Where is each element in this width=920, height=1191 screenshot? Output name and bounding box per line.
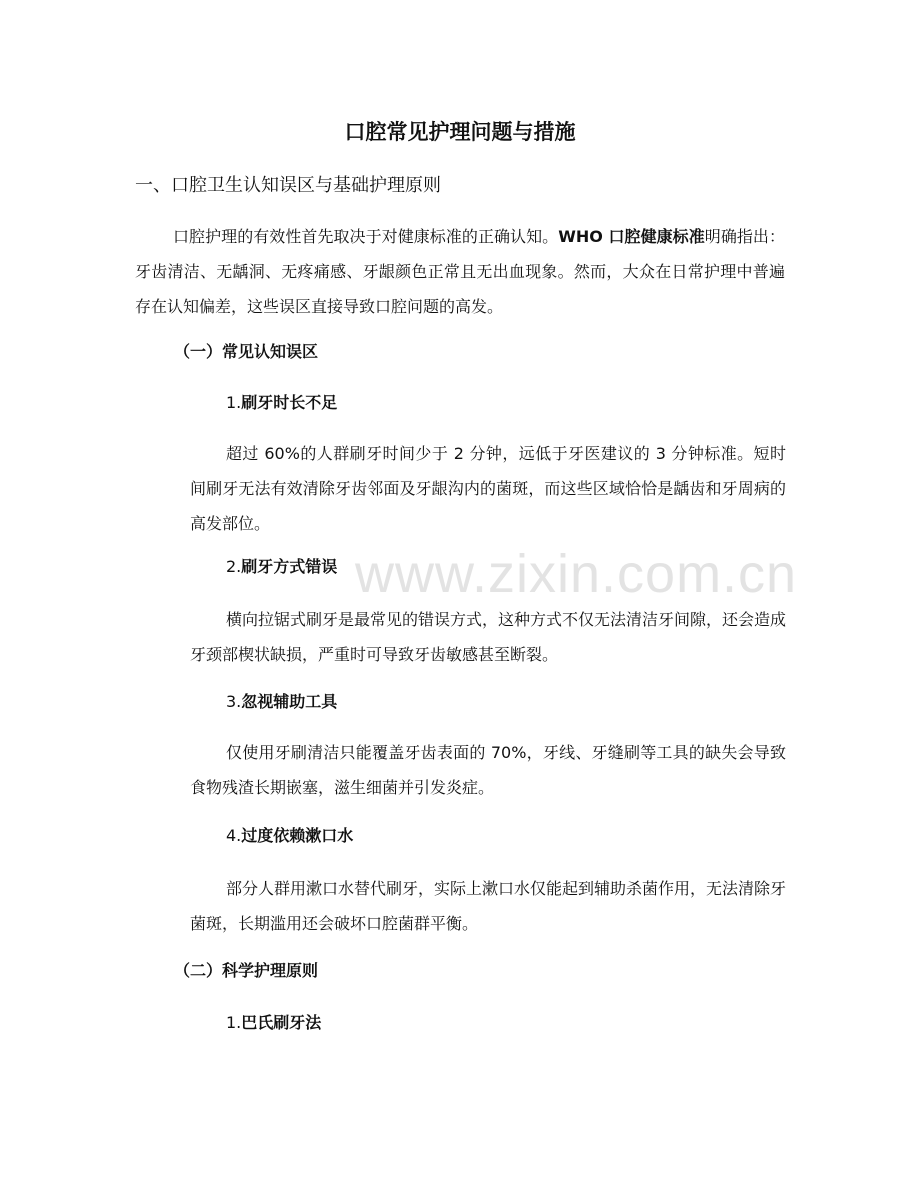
item-number: 1. — [226, 393, 242, 412]
item-heading — [226, 1009, 321, 1037]
item-title: 忽视辅助工具 — [241, 692, 338, 711]
item-title: 刷牙时长不足 — [241, 393, 338, 412]
section-heading: 一、口腔卫生认知误区与基础护理原则 — [135, 175, 441, 196]
item-title: 过度依赖漱口水 — [241, 826, 354, 845]
item-number: 3. — [226, 692, 242, 711]
item-paragraph: 横向拉锯式刷牙是最常见的错误方式，这种方式不仅无法清洁牙间隙，还会造成牙颈部楔状缺损，严重时可导致牙齿敏感甚至断裂。 — [190, 610, 787, 664]
item-paragraph: 仅使用牙刷清洁只能覆盖牙齿表面的 70%，牙线、牙缝刷等工具的缺失会导致食物残渣长期嵌塞，滋生细菌并引发炎症。 — [190, 743, 786, 797]
subsection-heading-misconceptions: （一）常见认知误区 — [174, 342, 319, 361]
item-paragraph: 超过 60%的人群刷牙时间少于 2 分钟，远低于牙医建议的 3 分钟标准。短时间刷牙无法有效清除牙齿邻面及牙龈沟内的菌斑，而这些区域恰恰是龋齿和牙周病的高发部位。 — [190, 444, 786, 533]
item-number: 2. — [226, 557, 242, 576]
intro-paragraph — [135, 219, 785, 324]
item-heading — [226, 688, 337, 716]
intro-text-continued: 明确指出：牙齿清洁、无龋洞、无疼痛感、牙龈颜色正常且无出血现象。然而，大众在日常护理中普遍存在认知偏差，这些误区直接导致口腔问题的高发。 — [135, 227, 785, 316]
subsection-heading-principles: （二）科学护理原则 — [174, 961, 319, 980]
item-paragraph: 部分人群用漱口水替代刷牙，实际上漱口水仅能起到辅助杀菌作用，无法清除牙菌斑，长期滥用还会破坏口腔菌群平衡。 — [190, 879, 787, 933]
intro-bold-term: WHO 口腔健康标准 — [558, 227, 705, 246]
item-heading — [226, 389, 337, 417]
intro-text: 口腔护理的有效性首先取决于对健康标准的正确认知。 — [173, 227, 559, 246]
item-title: 刷牙方式错误 — [241, 557, 338, 576]
item-number: 4. — [226, 826, 242, 845]
item-title: 巴氏刷牙法 — [241, 1013, 322, 1032]
document-title: 口腔常见护理问题与措施 — [344, 120, 576, 144]
item-number: 1. — [226, 1013, 242, 1032]
item-heading — [226, 553, 337, 581]
watermark: www.zixin.com.cn — [355, 544, 798, 604]
item-heading — [226, 822, 353, 850]
